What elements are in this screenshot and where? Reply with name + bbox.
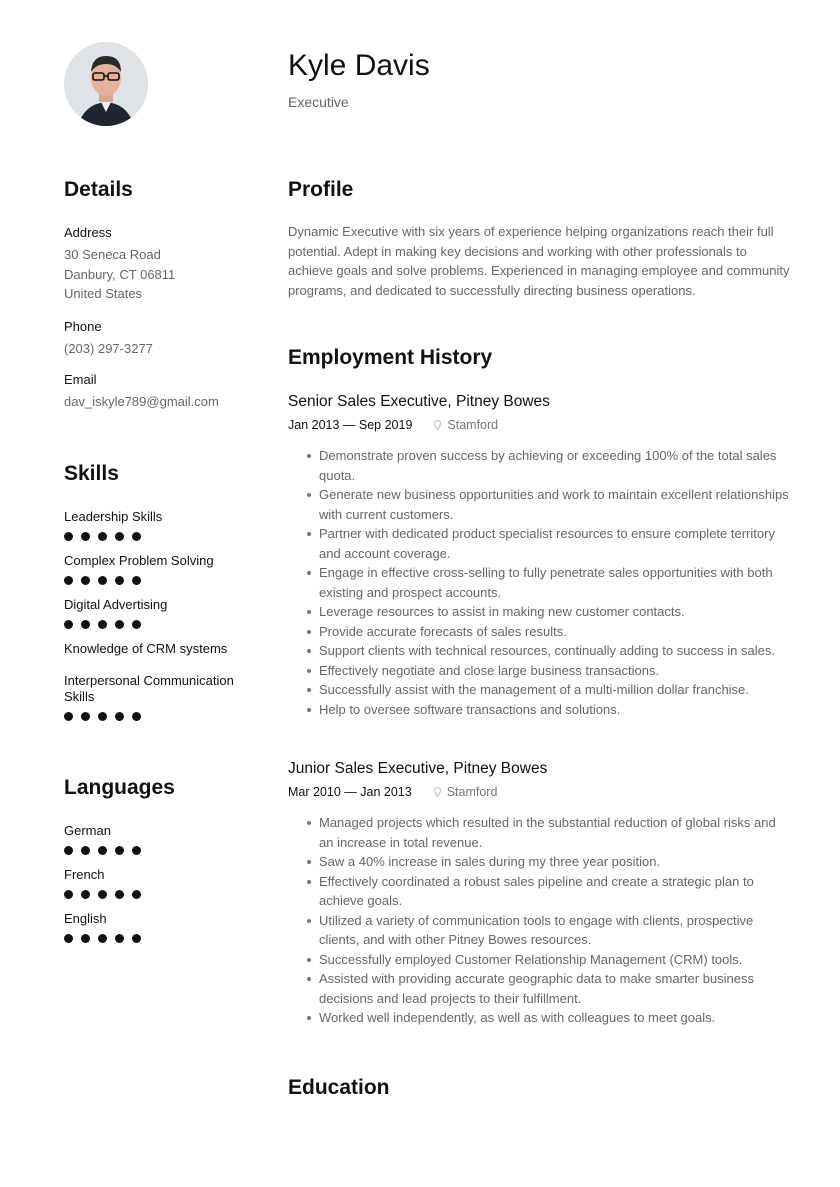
job-location: Stamford bbox=[446, 785, 498, 799]
bullet-item: Generate new business opportunities and work to maintain excellent relationships with current customers. bbox=[319, 485, 793, 524]
level-dot bbox=[132, 532, 141, 541]
bullet-item: Provide accurate forecasts of sales results. bbox=[319, 622, 793, 642]
level-dot bbox=[81, 620, 90, 629]
language-item bbox=[64, 867, 244, 899]
level-dot bbox=[64, 712, 73, 721]
level-dot bbox=[98, 620, 107, 629]
level-dot bbox=[132, 620, 141, 629]
language-name: English bbox=[64, 911, 107, 926]
level-dot bbox=[115, 620, 124, 629]
bullet-item: Effectively negotiate and close large business transactions. bbox=[319, 661, 793, 681]
level-dot bbox=[81, 934, 90, 943]
details-section bbox=[64, 225, 244, 412]
phone-value: (203) 297-3277 bbox=[64, 340, 153, 356]
job-dates: Mar 2010 — Jan 2013 bbox=[288, 785, 412, 799]
job-position: Junior Sales Executive, Pitney Bowes bbox=[288, 760, 548, 777]
bullet-item: Effectively coordinated a robust sales pipeline and create a strategic plan to achieve goals. bbox=[319, 872, 793, 911]
job-title: Executive bbox=[288, 94, 349, 110]
level-dot bbox=[115, 846, 124, 855]
skills-heading: Skills bbox=[64, 462, 119, 485]
level-dot bbox=[64, 576, 73, 585]
address-line: United States bbox=[64, 286, 143, 301]
bullet-item: Managed projects which resulted in the substantial reduction of global risks and an increase in total revenue. bbox=[319, 813, 793, 852]
details-heading: Details bbox=[64, 178, 133, 201]
job-bullets bbox=[288, 813, 793, 1028]
skill-item bbox=[64, 673, 254, 721]
level-dot bbox=[98, 890, 107, 899]
languages-heading: Languages bbox=[64, 776, 175, 799]
employment-heading: Employment History bbox=[288, 346, 493, 369]
skill-name: Complex Problem Solving bbox=[64, 553, 214, 568]
phone-label: Phone bbox=[64, 318, 102, 334]
location-pin-icon bbox=[434, 420, 441, 430]
location-pin-icon bbox=[434, 787, 441, 797]
level-dot bbox=[81, 532, 90, 541]
education-heading: Education bbox=[288, 1076, 390, 1099]
language-item bbox=[64, 823, 244, 855]
address-line: 30 Seneca Road bbox=[64, 247, 161, 262]
bullet-item: Successfully employed Customer Relationship Management (CRM) tools. bbox=[319, 950, 793, 970]
bullet-item: Leverage resources to assist in making new customer contacts. bbox=[319, 602, 793, 622]
skills-list bbox=[64, 509, 254, 733]
profile-heading: Profile bbox=[288, 178, 354, 201]
skill-item bbox=[64, 509, 254, 541]
avatar bbox=[64, 42, 148, 126]
bullet-item: Saw a 40% increase in sales during my three year position. bbox=[319, 852, 793, 872]
email-value[interactable]: dav_iskyle789@gmail.com bbox=[64, 394, 219, 409]
job-entry bbox=[288, 392, 793, 719]
skill-item bbox=[64, 553, 254, 585]
level-dot bbox=[64, 934, 73, 943]
level-dot bbox=[115, 934, 124, 943]
level-dot bbox=[132, 712, 141, 721]
level-dot bbox=[64, 890, 73, 899]
level-dot bbox=[98, 532, 107, 541]
level-dot bbox=[132, 934, 141, 943]
level-dot bbox=[115, 576, 124, 585]
bullet-item: Utilized a variety of communication tools to engage with clients, prospective clients, and with other Pitney Bowes resources. bbox=[319, 911, 793, 950]
skill-item bbox=[64, 597, 254, 629]
skill-level-dots bbox=[64, 576, 254, 585]
skill-level-dots bbox=[64, 712, 254, 721]
skill-level-dots bbox=[64, 620, 254, 629]
level-dot bbox=[132, 890, 141, 899]
skill-name: Interpersonal Communication Skills bbox=[64, 673, 234, 704]
skill-name: Leadership Skills bbox=[64, 509, 163, 524]
bullet-item: Partner with dedicated product specialist resources to ensure complete territory and account coverage. bbox=[319, 524, 793, 563]
skill-item bbox=[64, 641, 254, 657]
language-name: French bbox=[64, 867, 105, 882]
bullet-item: Assisted with providing accurate geographic data to make smarter business decisions and lead projects to their fulfillment. bbox=[319, 969, 793, 1008]
bullet-item: Worked well independently, as well as with colleagues to meet goals. bbox=[319, 1008, 793, 1028]
skill-name: Digital Advertising bbox=[64, 597, 168, 612]
job-position: Senior Sales Executive, Pitney Bowes bbox=[288, 393, 550, 410]
language-name: German bbox=[64, 823, 111, 838]
level-dot bbox=[115, 712, 124, 721]
email-label: Email bbox=[64, 372, 97, 387]
bullet-item: Successfully assist with the management of a multi-million dollar franchise. bbox=[319, 680, 793, 700]
address-label: Address bbox=[64, 225, 112, 240]
language-level-dots bbox=[64, 890, 244, 899]
languages-list bbox=[64, 823, 244, 955]
level-dot bbox=[64, 846, 73, 855]
job-dates: Jan 2013 — Sep 2019 bbox=[288, 418, 413, 432]
bullet-item: Support clients with technical resources, continually adding to success in sales. bbox=[319, 641, 793, 661]
level-dot bbox=[115, 532, 124, 541]
level-dot bbox=[64, 620, 73, 629]
bullet-item: Help to oversee software transactions and solutions. bbox=[319, 700, 793, 720]
level-dot bbox=[115, 890, 124, 899]
level-dot bbox=[98, 576, 107, 585]
profile-text: Dynamic Executive with six years of experience helping organizations reach their full potential. Adept in making key decisions and working with other professionals to achieve goals and solve problems. Experienced in managing employee and community programs, and dedicated to successfully directing business operations. bbox=[288, 224, 790, 298]
bullet-item: Demonstrate proven success by achieving or exceeding 100% of the total sales quota. bbox=[319, 446, 793, 485]
level-dot bbox=[81, 576, 90, 585]
job-bullets bbox=[288, 446, 793, 719]
language-level-dots bbox=[64, 934, 244, 943]
language-level-dots bbox=[64, 846, 244, 855]
bullet-item: Engage in effective cross-selling to fully penetrate sales opportunities with both existing and prospect accounts. bbox=[319, 563, 793, 602]
skill-name: Knowledge of CRM systems bbox=[64, 641, 228, 656]
level-dot bbox=[81, 890, 90, 899]
level-dot bbox=[81, 712, 90, 721]
level-dot bbox=[98, 846, 107, 855]
level-dot bbox=[64, 532, 73, 541]
language-item bbox=[64, 911, 244, 943]
level-dot bbox=[98, 934, 107, 943]
level-dot bbox=[98, 712, 107, 721]
level-dot bbox=[81, 846, 90, 855]
candidate-name: Kyle Davis bbox=[288, 49, 430, 82]
level-dot bbox=[132, 576, 141, 585]
skill-level-dots bbox=[64, 532, 254, 541]
level-dot bbox=[132, 846, 141, 855]
address-line: Danbury, CT 06811 bbox=[64, 266, 176, 282]
job-entry bbox=[288, 759, 793, 1028]
job-location: Stamford bbox=[447, 418, 499, 432]
